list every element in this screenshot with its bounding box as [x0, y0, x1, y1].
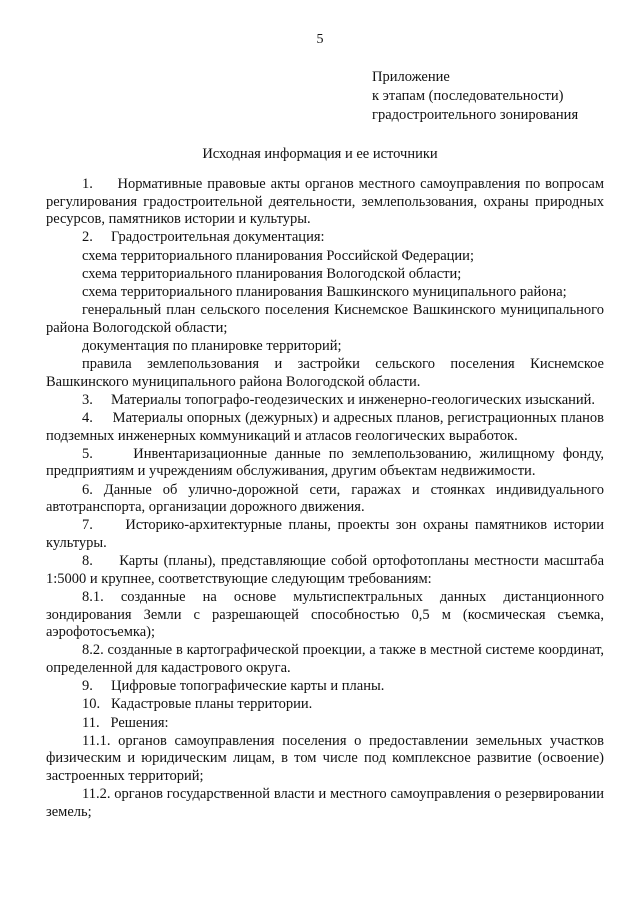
- appendix-line: Приложение: [372, 69, 450, 85]
- list-item: схема территориального планирования Российской Федерации;: [82, 247, 474, 264]
- paragraph-5: 5. Инвентаризационные данные по землепользованию, жилищному фонду, предприятиям и учреждениям обслуживания, другим объектам недвижимости.: [46, 445, 608, 480]
- list-item: генеральный план сельского поселения Киснемское Вашкинского муниципального района Вологодской области;: [46, 302, 608, 336]
- paragraph-1: 1. Нормативные правовые акты органов местного самоуправления по вопросам регулирования градостроительной деятельности, землепользования, охраны природных ресурсов, памятников истории и культуры.: [46, 176, 608, 228]
- list-item: схема территориального планирования Вологодской области;: [82, 265, 462, 282]
- paragraph-9: 9. Цифровые топографические карты и планы.: [82, 678, 385, 695]
- appendix-line: к этапам (последовательности): [372, 88, 564, 104]
- paragraph-8-1: 8.1. созданные на основе мультиспектральных данных дистанционного зондирования Земли с разрешающей способностью 0,5 м (космическая съемка, аэрофотосъемка);: [46, 588, 608, 641]
- document-title: Исходная информация и ее источники: [202, 146, 438, 162]
- document-body: [46, 176, 608, 822]
- paragraph-11: 11. Решения:: [82, 714, 169, 731]
- paragraph-4: 4. Материалы опорных (дежурных) и адресных планов, регистрационных планов подземных инженерных коммуникаций и атласов геологических выработок.: [46, 410, 608, 444]
- paragraph-3: 3. Материалы топографо-геодезических и инженерно-геологических изысканий.: [82, 391, 596, 408]
- paragraph-11-1: 11.1. органов самоуправления поселения о предоставлении земельных участков физическим и юридическим лицам, в том числе под комплексное развитие (освоение) застроенных территорий;: [46, 732, 608, 784]
- appendix-line: градостроительного зонирования: [372, 107, 579, 123]
- paragraph-6: 6. Данные об улично-дорожной сети, гаражах и стоянках индивидуального автотранспорта, организации дорожного движения.: [46, 481, 608, 516]
- paragraph-10: 10. Кадастровые планы территории.: [82, 696, 313, 713]
- paragraph-8: 8. Карты (планы), представляющие собой ортофотопланы местности масштаба 1:5000 и крупнее, соответствующие следующим требованиям:: [46, 553, 608, 587]
- list-item: документация по планировке территорий;: [82, 337, 342, 354]
- paragraph-8-2: 8.2. созданные в картографической проекции, а также в местной системе координат, определенной для кадастрового округа.: [46, 642, 608, 676]
- list-item: схема территориального планирования Вашкинского муниципального района;: [82, 283, 567, 300]
- paragraph-11-2: 11.2. органов государственной власти и местного самоуправления о резервировании земель;: [46, 786, 608, 820]
- list-item: правила землепользования и застройки сельского поселения Киснемское Вашкинского муниципального района Вологодской области.: [46, 356, 608, 390]
- appendix-header: [372, 68, 578, 125]
- page-number: 5: [316, 32, 324, 47]
- paragraph-7: 7. Историко-архитектурные планы, проекты зон охраны памятников истории культуры.: [46, 517, 608, 551]
- paragraph-2: 2. Градостроительная документация:: [82, 229, 325, 246]
